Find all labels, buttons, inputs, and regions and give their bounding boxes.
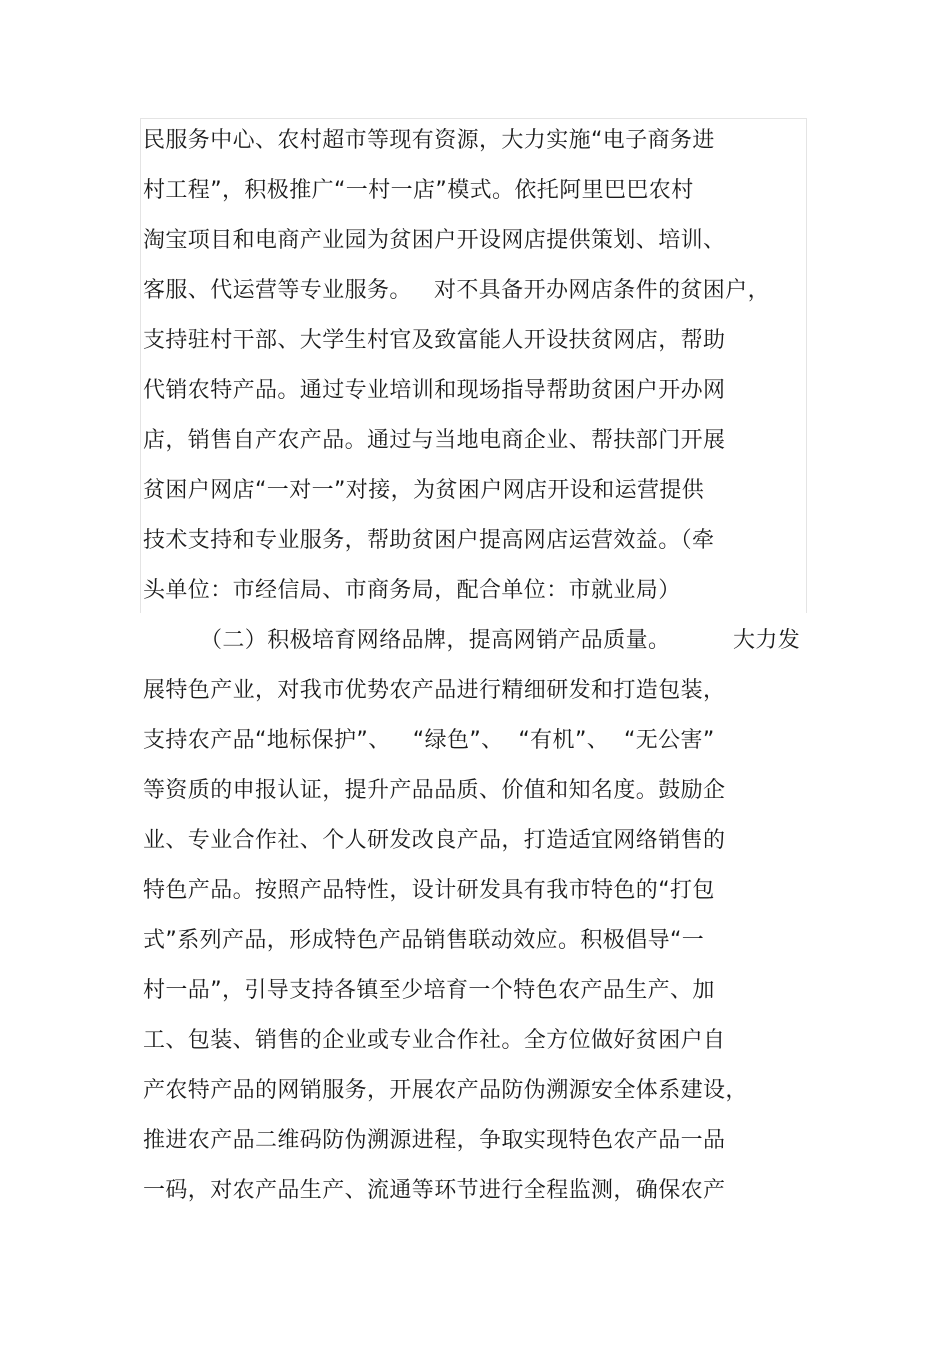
boxed-line-4: 客服、代运营等专业服务。 对不具备开办网店条件的贫困户，	[143, 278, 770, 303]
body-line-7: 村一品”，引导支持各镇至少培育一个特色农产品生产、加	[143, 978, 715, 1003]
boxed-line-5: 支持驻村干部、大学生村官及致富能人开设扶贫网店，帮助	[143, 328, 726, 353]
boxed-line-10: 头单位：市经信局、市商务局，配合单位：市就业局）	[143, 578, 681, 603]
boxed-line-1: 民服务中心、农村超市等现有资源，大力实施“电子商务进	[143, 128, 715, 153]
body-line-2: 支持农产品“地标保护”、 “绿色”、 “有机”、 “无公害”	[143, 728, 715, 753]
section-heading-tail: 大力发	[733, 628, 801, 653]
body-line-1: 展特色产业，对我市优势农产品进行精细研发和打造包装，	[143, 678, 726, 703]
body-line-4: 业、专业合作社、个人研发改良产品，打造适宜网络销售的	[143, 828, 726, 853]
body-line-11: 一码，对农产品生产、流通等环节进行全程监测，确保农产	[143, 1178, 726, 1203]
body-line-9: 产农特产品的网销服务，开展农产品防伪溯源安全体系建设，	[143, 1078, 748, 1103]
boxed-line-6: 代销农特产品。通过专业培训和现场指导帮助贫困户开办网	[143, 378, 726, 403]
body-line-6: 式”系列产品，形成特色产品销售联动效应。积极倡导“一	[143, 928, 705, 953]
boxed-line-2: 村工程”，积极推广“一村一店”模式。依托阿里巴巴农村	[143, 178, 694, 203]
body-line-10: 推进农产品二维码防伪溯源进程，争取实现特色农产品一品	[143, 1128, 726, 1153]
boxed-line-3: 淘宝项目和电商产业园为贫困户开设网店提供策划、培训、	[143, 228, 726, 253]
body-line-3: 等资质的申报认证，提升产品品质、价值和知名度。鼓励企	[143, 778, 726, 803]
boxed-line-8: 贫困户网店“一对一”对接，为贫困户网店开设和运营提供	[143, 478, 705, 503]
body-line-5: 特色产品。按照产品特性，设计研发具有我市特色的“打包	[143, 878, 715, 903]
boxed-line-9: 技术支持和专业服务，帮助贫困户提高网店运营效益。（牵	[143, 528, 715, 553]
section-heading: （二）积极培育网络品牌，提高网销产品质量。	[200, 628, 671, 653]
body-line-8: 工、包装、销售的企业或专业合作社。全方位做好贫困户自	[143, 1028, 726, 1053]
boxed-line-7: 店，销售自产农产品。通过与当地电商企业、帮扶部门开展	[143, 428, 726, 453]
